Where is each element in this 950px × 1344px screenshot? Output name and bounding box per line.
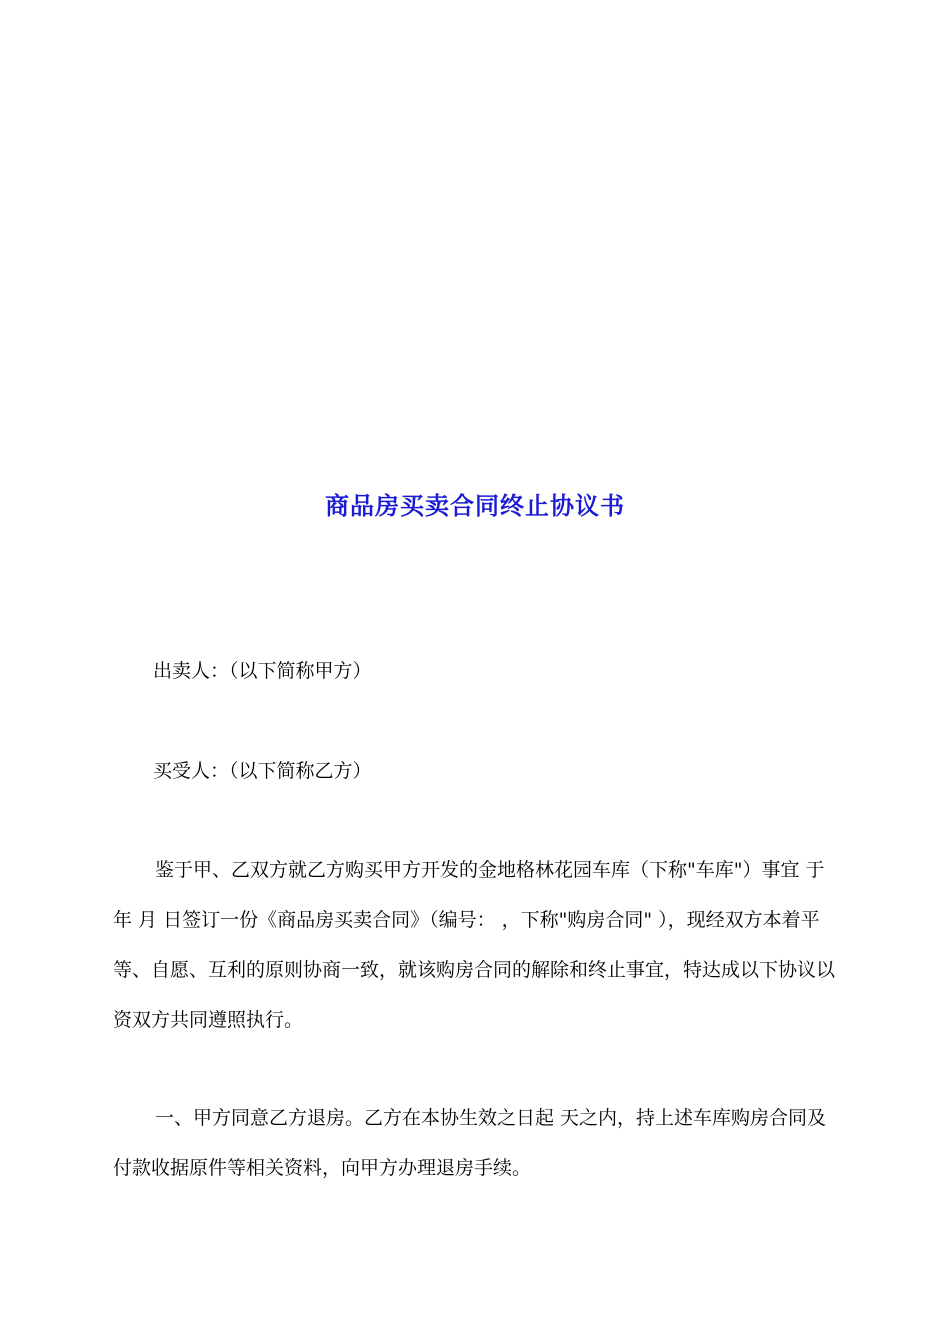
recital-text: 鉴于甲、乙双方就乙方购买甲方开发的金地格林花园车库（下称"车库"）事宜 于 年 月 日签订一份《商品房买卖合同》（编号： ，下称"购房合同" ），现经双方本着平等、自愿、互利的原则协商一致，就该购房合同的解除和终止事宜，特达成以下协议以资双方共同遵照执行。 — [113, 859, 836, 1031]
document-title: 商品房买卖合同终止协议书 — [325, 491, 625, 520]
buyer-line: 买受人：（以下简称乙方） — [153, 760, 372, 782]
seller-line: 出卖人：（以下简称甲方） — [153, 660, 372, 682]
clause-1-paragraph — [113, 1093, 837, 1193]
recital-paragraph — [113, 845, 837, 1045]
clause-1-text: 一、甲方同意乙方退房。乙方在本协生效之日起 天之内，持上述车库购房合同及付款收据原件等相关资料，向甲方办理退房手续。 — [113, 1107, 827, 1179]
